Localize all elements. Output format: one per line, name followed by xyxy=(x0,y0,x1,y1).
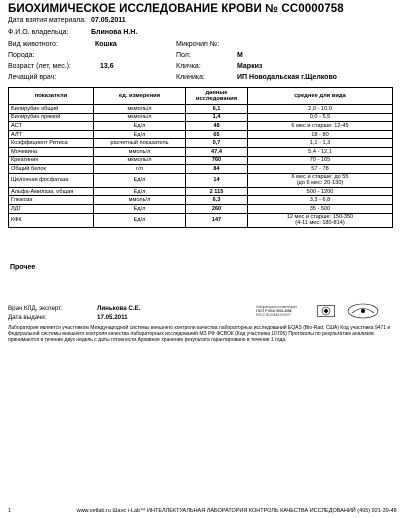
cell-unit: мкмоль/л xyxy=(94,156,186,165)
cell-reference: 1,1 - 1,3 xyxy=(248,139,393,148)
cell-value: 0,7 xyxy=(186,139,248,148)
owner-label: Ф.И.О. владельца: xyxy=(8,29,69,36)
certificate-line-3: РОСС RU.ИК46.K00077 xyxy=(256,313,292,317)
date-taken-label: Дата взятия материала: xyxy=(8,17,87,24)
table-header-row xyxy=(9,88,393,105)
cell-unit: Ед/л xyxy=(94,173,186,187)
table-row xyxy=(9,165,393,174)
table-row xyxy=(9,156,393,165)
cell-value: 6,3 xyxy=(186,196,248,205)
cell-unit: ммоль/л xyxy=(94,196,186,205)
owner-value: Блинова Н.Н. xyxy=(91,29,138,36)
cell-unit: ммоль/л xyxy=(94,147,186,156)
lab-footnote: Лаборатория является участником Международной системы внешнего контроля качества лабораторных исследований EQAS (Bio-Rad, США) Код участника 9471 и Федеральной системы внешнего контроля качества лабораторных исследований МЗ РФ ФСВОК (Код участника 10705) Протоколы по результатам анализов принимаются в течение двух недель с даты готовности.Архивное хранение результата гарантировано в течение 1 года. xyxy=(8,325,391,343)
header-name: показатели xyxy=(9,88,94,105)
cell-unit: г/л xyxy=(94,165,186,174)
date-taken-value: 07.05.2011 xyxy=(91,17,126,24)
table-row xyxy=(9,213,393,227)
table-row xyxy=(9,113,393,122)
cell-unit: расчетный показатель xyxy=(94,139,186,148)
table-row xyxy=(9,105,393,114)
issue-date: 17.05.2011 xyxy=(97,314,128,321)
sex-label: Пол: xyxy=(176,52,191,59)
nickname-value: Маркиз xyxy=(237,63,263,70)
cell-unit: Ед/л xyxy=(94,130,186,139)
lab-logo-icon xyxy=(347,303,379,319)
cell-name: Билирубин прямой xyxy=(9,113,94,122)
cell-value: 14 xyxy=(186,173,248,187)
species-label: Вид животного: xyxy=(8,41,58,48)
cell-value: 260 xyxy=(186,204,248,213)
cell-unit: мкмоль/л xyxy=(94,105,186,114)
cell-value: 65 xyxy=(186,130,248,139)
results-table xyxy=(8,87,393,228)
table-row xyxy=(9,147,393,156)
cell-name: Альфа-Амилаза, общая xyxy=(9,187,94,196)
cell-name: АСТ xyxy=(9,122,94,131)
cell-reference: 57 - 78 xyxy=(248,165,393,174)
table-row xyxy=(9,173,393,187)
cell-unit: Ед/л xyxy=(94,204,186,213)
microchip-label: Микрочип №: xyxy=(176,41,220,48)
cell-value: 1,4 xyxy=(186,113,248,122)
certification-mark-icon xyxy=(317,305,335,317)
cell-name: Креатинин xyxy=(9,156,94,165)
cell-reference: 6 мес и старше: до 55 (до 6 мес: 20-130) xyxy=(248,173,393,187)
doctor-label: Лечащий врач: xyxy=(8,74,57,81)
cell-value: 47,4 xyxy=(186,147,248,156)
issue-label: Дата выдачи: xyxy=(8,314,47,321)
cell-name: КФК xyxy=(9,213,94,227)
cell-unit: Ед/л xyxy=(94,187,186,196)
cell-unit: Ед/л xyxy=(94,122,186,131)
report-title: БИОХИМИЧЕСКОЕ ИССЛЕДОВАНИЕ КРОВИ № CC0000758 xyxy=(8,3,344,15)
page-footer xyxy=(8,508,397,514)
cell-reference: 18 - 80 xyxy=(248,130,393,139)
cell-value: 6,1 xyxy=(186,105,248,114)
cell-reference: 3,3 - 6,8 xyxy=(248,196,393,205)
cell-reference: 35 - 500 xyxy=(248,204,393,213)
cell-reference: 70 - 165 xyxy=(248,156,393,165)
certificate-line-2: ГОСТ Р ИСО 9001-2008 xyxy=(256,309,292,313)
clinic-label: Клиника: xyxy=(176,74,205,81)
cell-name: Глюкоза xyxy=(9,196,94,205)
table-row xyxy=(9,130,393,139)
cell-name: Билирубин общий xyxy=(9,105,94,114)
page-number: 1 xyxy=(8,508,12,514)
header-value: данные исследования xyxy=(186,88,248,105)
cell-value: 2 115 xyxy=(186,187,248,196)
cell-value: 760 xyxy=(186,156,248,165)
table-row xyxy=(9,196,393,205)
cell-name: Коэффициент Ритиса xyxy=(9,139,94,148)
header-unit: ед. измерения xyxy=(94,88,186,105)
age-label: Возраст (лет, мес.): xyxy=(8,63,71,70)
cell-reference: 5,4 - 12,1 xyxy=(248,147,393,156)
cell-reference: 6 мес и старше: 12-45 xyxy=(248,122,393,131)
expert-name: Линькова С.Е. xyxy=(97,305,141,312)
age-value: 13,6 xyxy=(100,63,114,70)
footer-text: www.vetlab.ru Шанс i-Lab™ ИНТЕЛЛЕКТУАЛЬНАЯ ЛАБОРАТОРИЯ КОНТРОЛЬ КАЧЕСТВА ИССЛЕДОВАНИЙ (495) 921-39-48 xyxy=(76,508,397,514)
cell-name: ЛДГ xyxy=(9,204,94,213)
cell-name: Мочевина xyxy=(9,147,94,156)
cell-reference: 2,0 - 10,0 xyxy=(248,105,393,114)
table-row xyxy=(9,187,393,196)
cell-reference: 0,0 - 5,5 xyxy=(248,113,393,122)
breed-label: Порода: xyxy=(8,52,35,59)
table-row xyxy=(9,139,393,148)
table-row xyxy=(9,122,393,131)
conclusion: Прочее xyxy=(10,264,36,271)
cell-reference: 12 мес и старше: 150-350 (4-11 мес: 180-814) xyxy=(248,213,393,227)
header-reference: среднее для вида xyxy=(248,88,393,105)
cell-value: 84 xyxy=(186,165,248,174)
cell-name: Щелочная фосфатаза xyxy=(9,173,94,187)
cell-value: 147 xyxy=(186,213,248,227)
cell-reference: 500 - 1200 xyxy=(248,187,393,196)
clinic-value: ИП Новодальская г.Щелково xyxy=(237,74,337,81)
sex-value: М xyxy=(237,52,243,59)
cell-name: Общий белок xyxy=(9,165,94,174)
species-value: Кошка xyxy=(95,41,117,48)
expert-label: Врач КЛД, эксперт: xyxy=(8,305,63,312)
cell-unit: Ед/л xyxy=(94,213,186,227)
table-row xyxy=(9,204,393,213)
cell-name: АЛТ xyxy=(9,130,94,139)
nickname-label: Кличка: xyxy=(176,63,201,70)
cell-value: 48 xyxy=(186,122,248,131)
certificate-text xyxy=(256,305,314,317)
cell-unit: мкмоль/л xyxy=(94,113,186,122)
certificate-line-1: Лаборатория соответствует xyxy=(256,305,297,309)
